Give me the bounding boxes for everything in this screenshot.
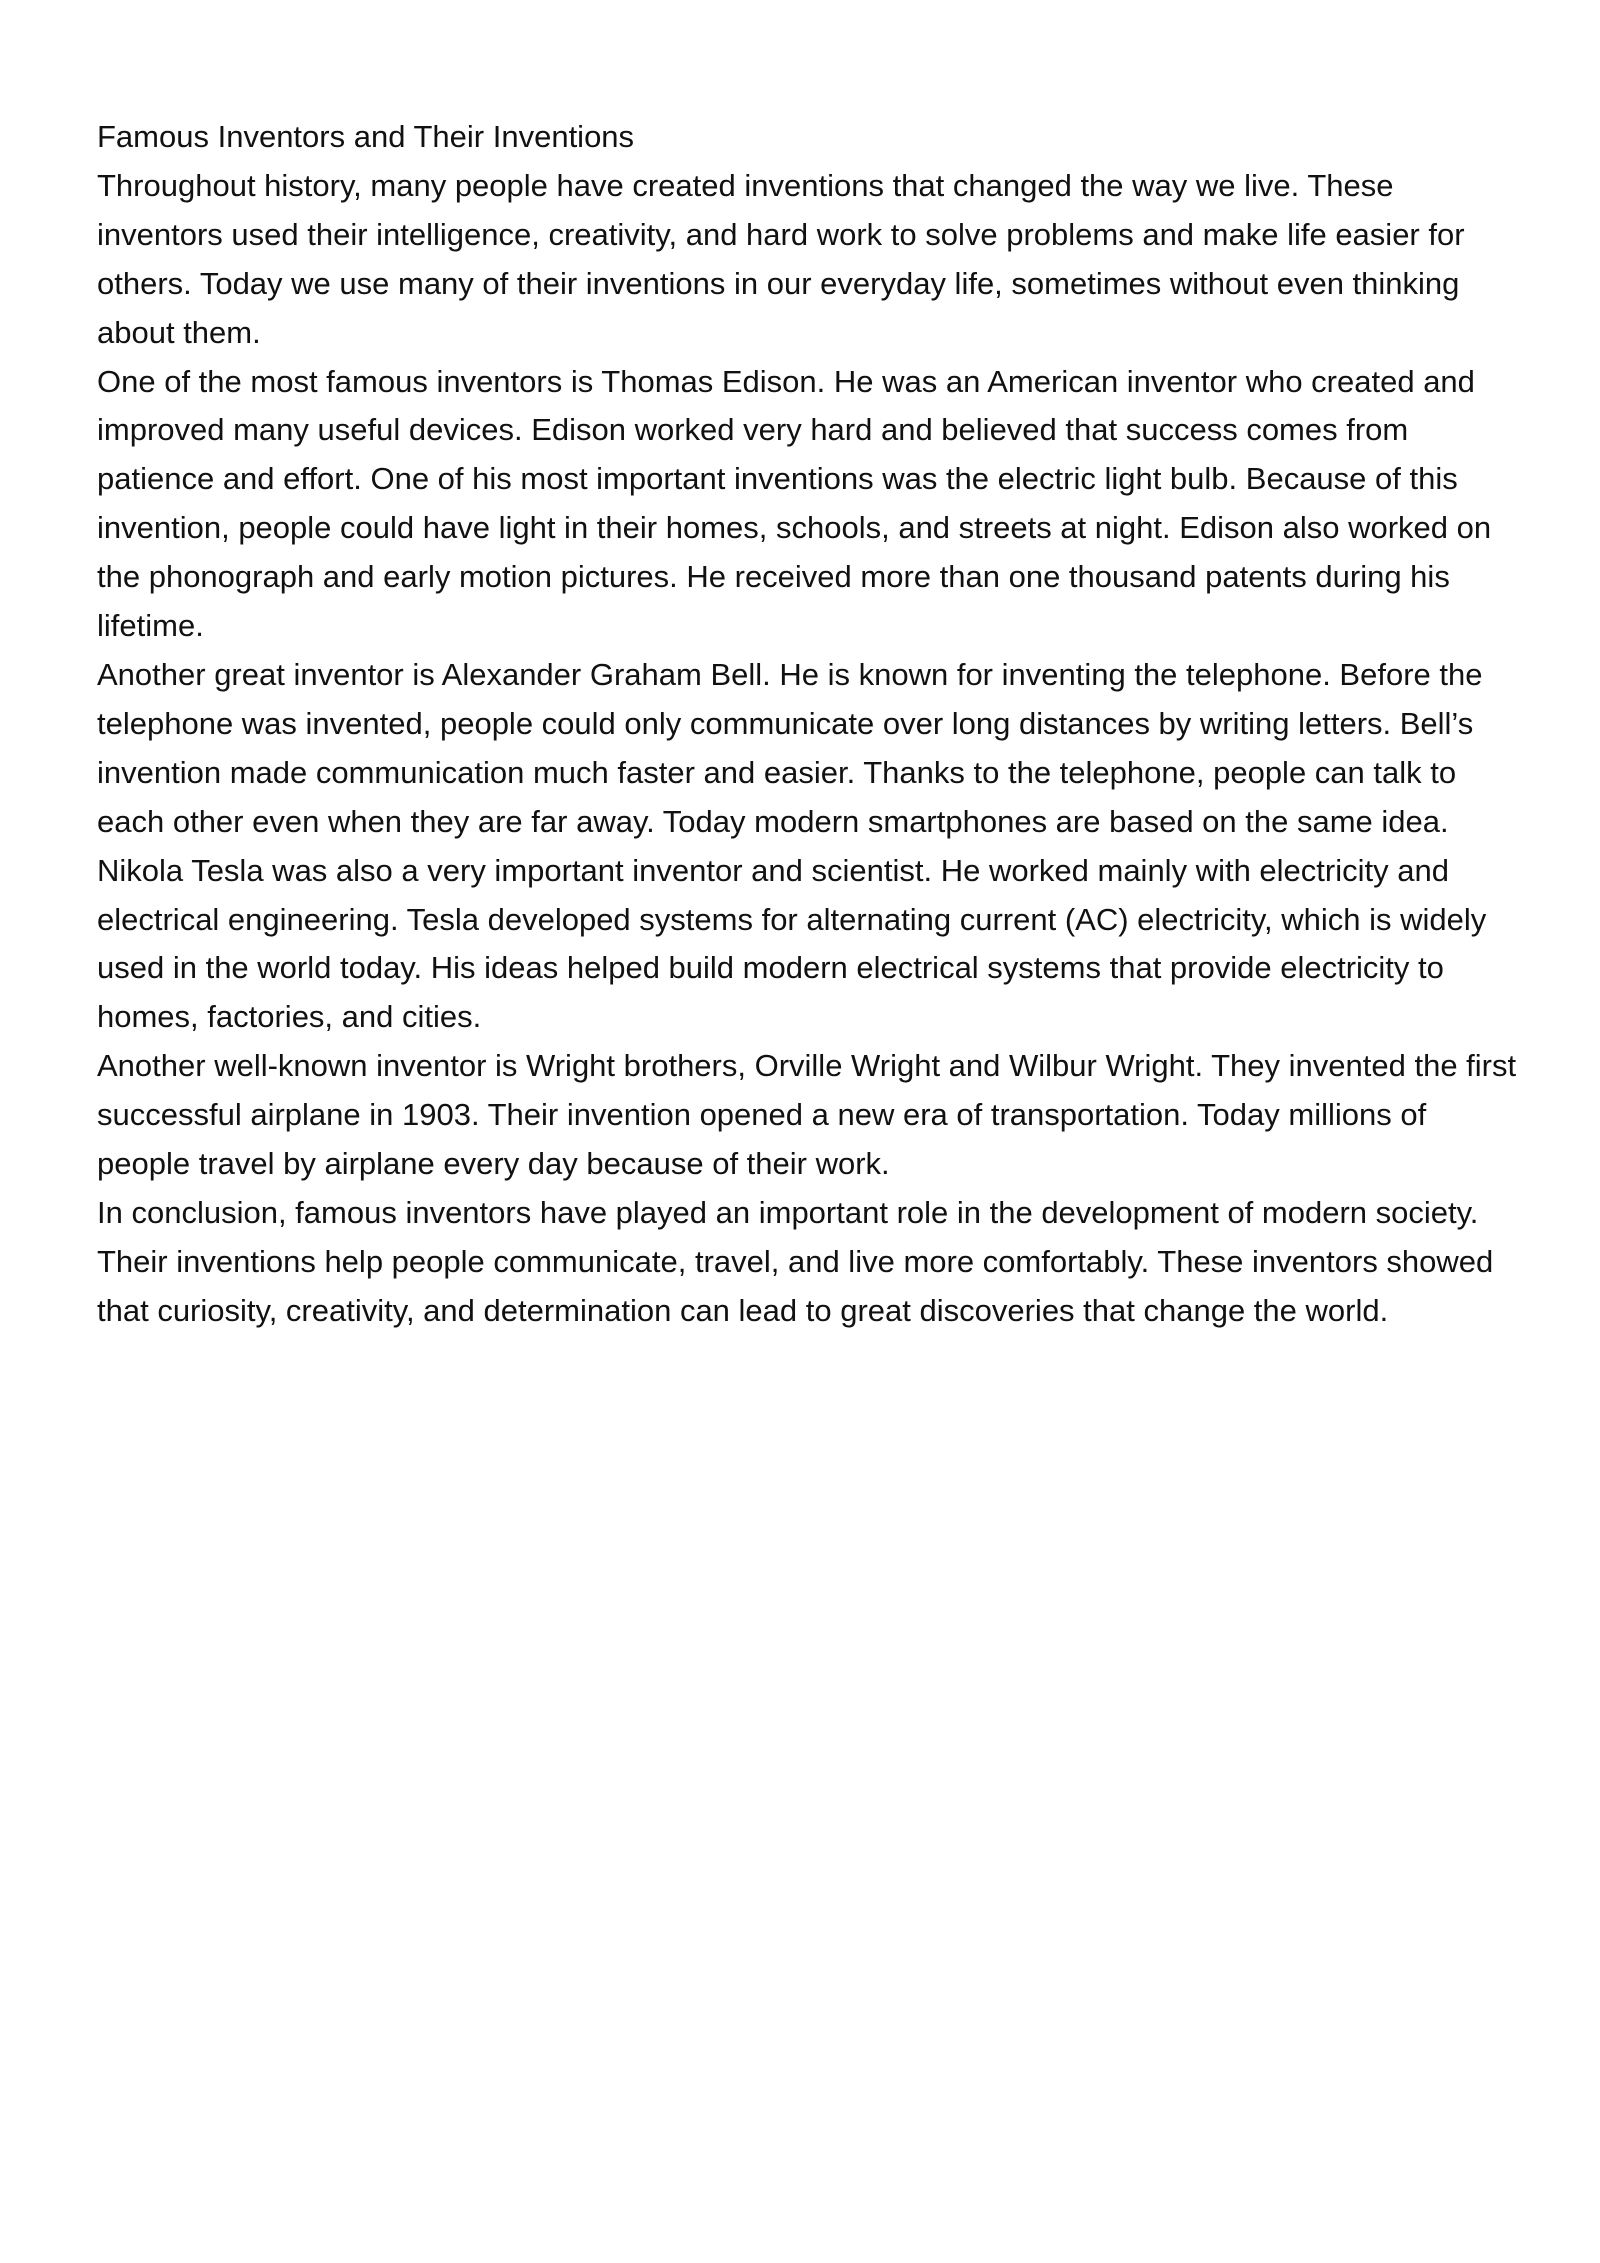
paragraph-edison: One of the most famous inventors is Thomas Edison. He was an American inventor who created and improved many useful devices. Edison worked very hard and believed that success comes from patience and effort. One of his most important inventions was the electric light bulb. Because of this invention, people could have light in their homes, schools, and streets at night. Edison also worked on the phonograph and early motion pictures. He received more than one thousand patents during his lifetime. [97,363,1492,644]
paragraph-bell: Another great inventor is Alexander Graham Bell. He is known for inventing the telephone. Before the telephone was invented, people could only communicate over long distances by writing letters. Bell’s invention made communication much faster and easier. Thanks to the telephone, people can talk to each other even when they are far away. Today modern smartphones are based on the same idea. [97,656,1483,839]
paragraph-introduction: Throughout history, many people have created inventions that changed the way we live. These inventors used their intelligence, creativity, and hard work to solve problems and make life easier for others. Today we use many of their inventions in our everyday life, sometimes without even thinking about them. [97,167,1465,350]
document-title: Famous Inventors and Their Inventions [97,119,635,154]
paragraph-conclusion: In conclusion, famous inventors have played an important role in the development of modern society. Their inventions help people communicate, travel, and live more comfortably. These inventors showed that curiosity, creativity, and determination can lead to great discoveries that change the world. [97,1194,1494,1328]
paragraph-tesla: Nikola Tesla was also a very important inventor and scientist. He worked mainly with electricity and electrical engineering. Tesla developed systems for alternating current (AC) electricity, which is widely used in the world today. His ideas helped build modern electrical systems that provide electricity to homes, factories, and cities. [97,852,1487,1035]
document-body [97,113,1517,1336]
paragraph-wright-brothers: Another well-known inventor is Wright brothers, Orville Wright and Wilbur Wright. They invented the first successful airplane in 1903. Their invention opened a new era of transportation. Today millions of people travel by airplane every day because of their work. [97,1048,1517,1182]
